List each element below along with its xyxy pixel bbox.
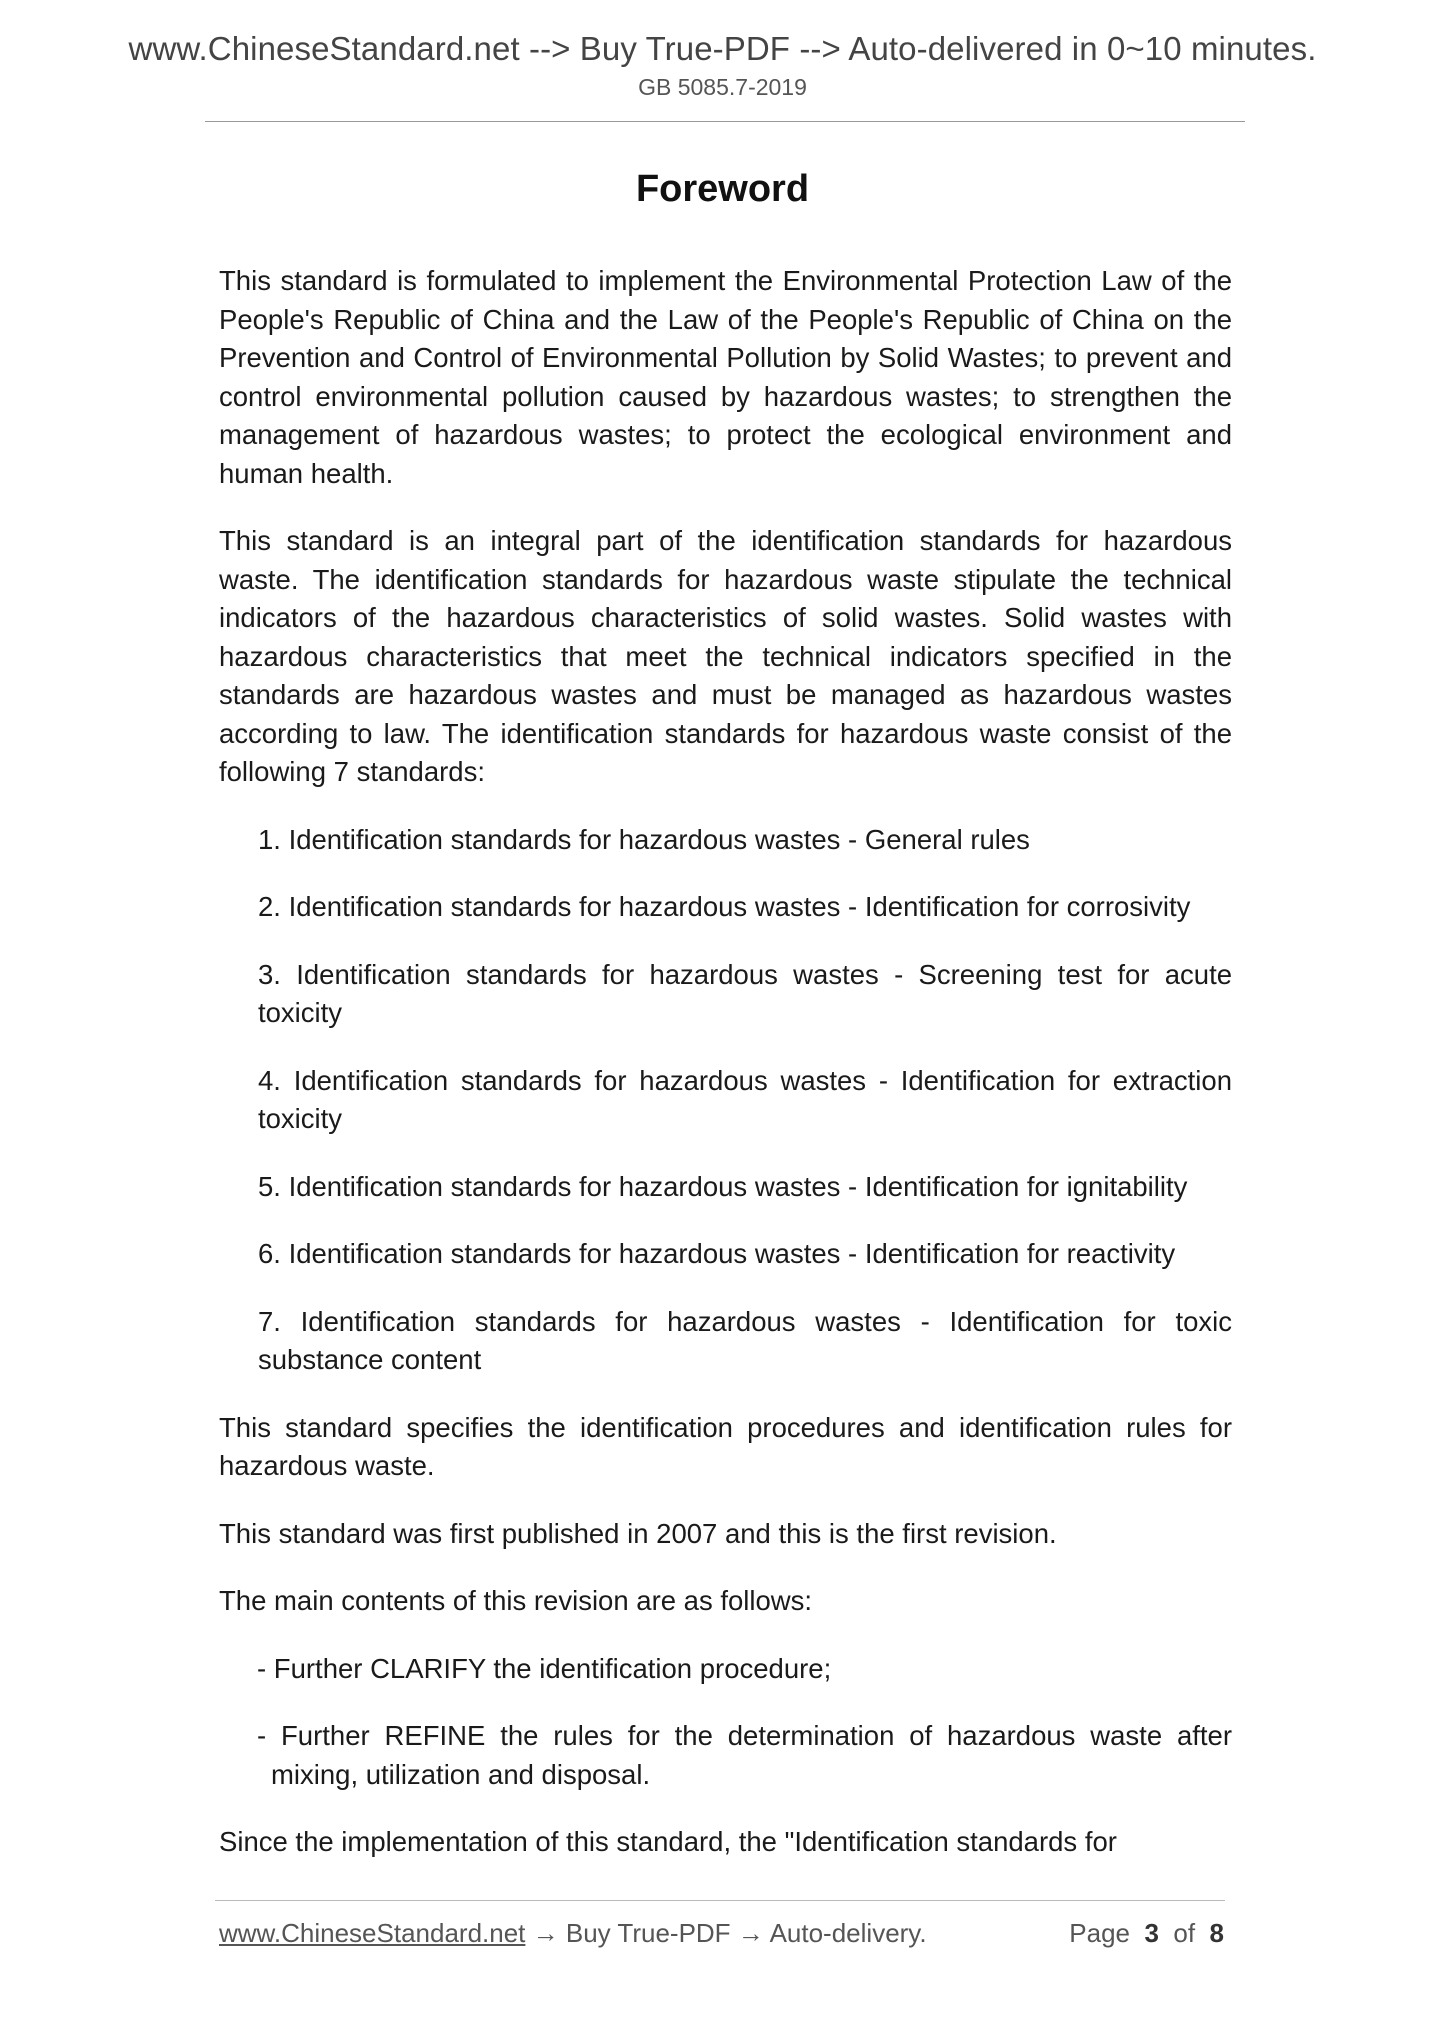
list-item: 2. Identification standards for hazardous wastes - Identification for corrosivity — [258, 891, 1191, 922]
list-item: 5. Identification standards for hazardous wastes - Identification for ignitability — [258, 1170, 1188, 1202]
paragraph: This standard is an integral part of the identification standards for hazardous waste. The identification standards for hazardous waste stipulate the technical indicators of the hazardous characteristics of solid wastes. Solid wastes with hazardous characteristics that meet the technical indicators specified in the standards are hazardous wastes and must be managed as hazardous wastes according to law. The identification standards for hazardous waste consist of the following 7 standards: — [219, 525, 1232, 787]
paragraph: The main contents of this revision are as follows: — [219, 1585, 813, 1616]
header-divider — [205, 121, 1245, 122]
footer-delivery-text: → Buy True-PDF → Auto-delivery. — [525, 1918, 927, 1948]
list-item: 4. Identification standards for hazardous wastes - Identification for extraction toxicity — [258, 1064, 1232, 1134]
footer-divider — [215, 1900, 1225, 1901]
revision-item: - Further REFINE the rules for the determination of hazardous waste after mixing, utilization and disposal. — [257, 1720, 1232, 1790]
paragraph: This standard is formulated to implement the Environmental Protection Law of the People's Republic of China and the Law of the People's Republic of China on the Prevention and Control of Environmental Pollution by Solid Wastes; to prevent and control environmental pollution caused by hazardous wastes; to strengthen the management of hazardous wastes; to protect the ecological environment and human health. — [219, 265, 1232, 489]
page-label: Page — [1069, 1918, 1131, 1948]
of-label: of — [1173, 1918, 1196, 1948]
revision-item: - Further CLARIFY the identification procedure; — [257, 1652, 832, 1684]
paragraph: This standard was first published in 2007 and this is the first revision. — [219, 1517, 1057, 1549]
paragraph: Since the implementation of this standard, the "Identification standards for — [219, 1826, 1117, 1857]
list-item: 1. Identification standards for hazardous wastes - General rules — [258, 823, 1030, 855]
footer-website-link[interactable]: www.ChineseStandard.net — [219, 1918, 526, 1948]
document-code: GB 5085.7-2019 — [638, 74, 807, 100]
document-body — [219, 262, 1232, 1891]
top-banner: www.ChineseStandard.net --> Buy True-PDF --> Auto-delivered in 0~10 minutes. — [128, 30, 1317, 67]
page-indicator — [1069, 1918, 1224, 1949]
page-title: Foreword — [635, 168, 810, 210]
list-item: 6. Identification standards for hazardous wastes - Identification for reactivity — [258, 1238, 1176, 1269]
page-footer — [219, 1918, 1224, 1954]
paragraph: This standard specifies the identification procedures and identification rules for hazardous waste. — [219, 1411, 1232, 1481]
list-item: 3. Identification standards for hazardous wastes - Screening test for acute toxicity — [258, 958, 1232, 1028]
page-number: 3 — [1144, 1918, 1159, 1948]
list-item: 7. Identification standards for hazardous wastes - Identification for toxic substance content — [258, 1305, 1232, 1375]
page-total: 8 — [1209, 1918, 1224, 1948]
